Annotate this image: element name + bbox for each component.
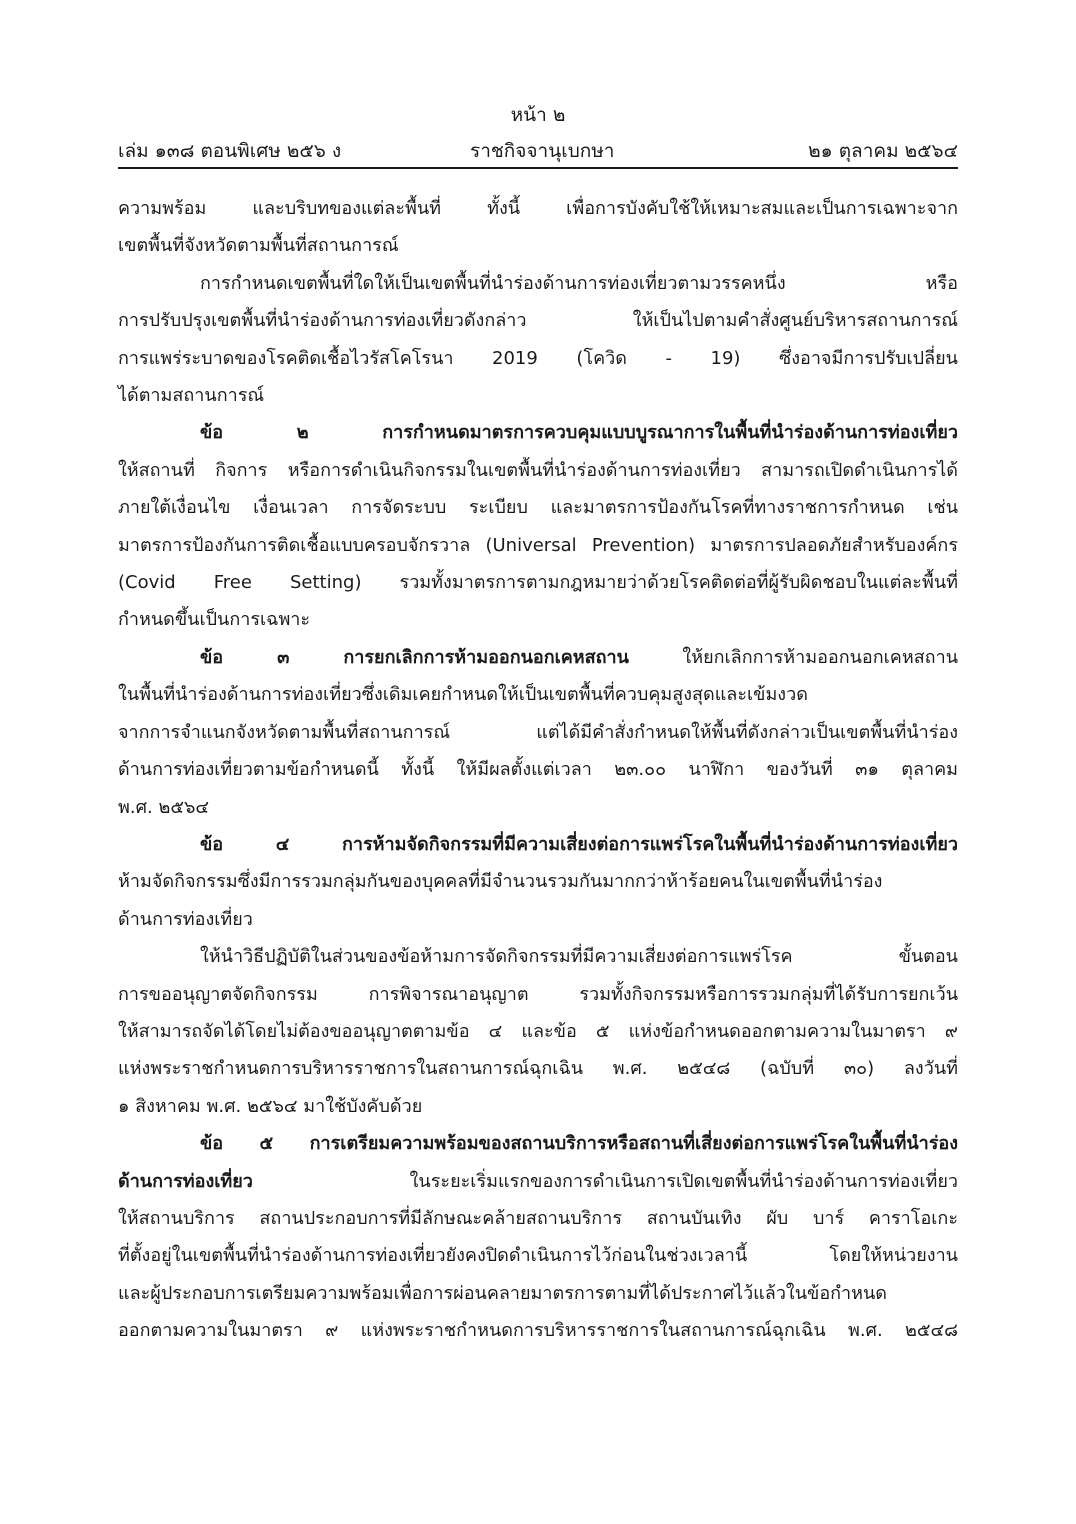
- text-line: ให้สามารถจัดได้โดยไม่ต้องขออนุญาตตามข้อ ๔ และข้อ ๕ แห่งข้อกำหนดออกตามความในมาตรา ๙: [118, 1020, 958, 1042]
- publication-name: ราชกิจจานุเบกษา: [470, 140, 615, 162]
- text-line: การปรับปรุงเขตพื้นที่นำร่องด้านการท่องเที่ยวดังกล่าว ให้เป็นไปตามคำสั่งศูนย์บริหารสถานการณ์: [118, 310, 958, 332]
- text-line: และผู้ประกอบการเตรียมความพร้อมเพื่อการผ่อนคลายมาตรการตามที่ได้ประกาศไว้แล้วในข้อกำหนด: [118, 1282, 887, 1304]
- clause-5-heading: ข้อ ๕ การเตรียมความพร้อมของสถานบริการหรือสถานที่เสี่ยงต่อการแพร่โรคในพื้นที่นำร่อง: [200, 1133, 958, 1155]
- text-line: การกำหนดเขตพื้นที่ใดให้เป็นเขตพื้นที่นำร่องด้านการท่องเที่ยวตามวรรคหนึ่ง หรือ: [200, 272, 958, 294]
- text-line: แห่งพระราชกำหนดการบริหารราชการในสถานการณ์ฉุกเฉิน พ.ศ. ๒๕๔๘ (ฉบับที่ ๓๐) ลงวันที่: [118, 1058, 958, 1080]
- text-line: (Covid Free Setting) รวมทั้งมาตรการตามกฎหมายว่าด้วยโรคติดต่อที่ผู้รับผิดชอบในแต่ละพื้นที่: [118, 572, 958, 594]
- text-line: ที่ตั้งอยู่ในเขตพื้นที่นำร่องด้านการท่องเที่ยวยังคงปิดดำเนินการไว้ก่อนในช่วงเวลานี้ โดยให้หน่วยงาน: [118, 1245, 958, 1267]
- text-line: ให้สถานบริการ สถานประกอบการที่มีลักษณะคล้ายสถานบริการ สถานบันเทิง ผับ บาร์ คาราโอเกะ: [118, 1207, 958, 1229]
- text-line: จากการจำแนกจังหวัดตามพื้นที่สถานการณ์ แต่ได้มีคำสั่งกำหนดให้พื้นที่ดังกล่าวเป็นเขตพื้นที่นำร่อง: [118, 721, 958, 743]
- text-line: การแพร่ระบาดของโรคติดเชื้อไวรัสโคโรนา 2019 (โควิด - 19) ซึ่งอาจมีการปรับเปลี่ยน: [118, 347, 958, 369]
- text-line: ด้านการท่องเที่ยวตามข้อกำหนดนี้ ทั้งนี้ ให้มีผลตั้งแต่เวลา ๒๓.๐๐ นาฬิกา ของวันที่ ๓๑ ตุลาคม: [118, 759, 958, 781]
- text-line: ให้สถานที่ กิจการ หรือการดำเนินกิจกรรมในเขตพื้นที่นำร่องด้านการท่องเที่ยว สามารถเปิดดำเนินการได้: [118, 459, 958, 481]
- clause-2-heading: ข้อ ๒ การกำหนดมาตรการควบคุมแบบบูรณาการในพื้นที่นำร่องด้านการท่องเที่ยว: [200, 422, 958, 444]
- volume-issue: เล่ม ๑๓๘ ตอนพิเศษ ๒๕๖ ง: [118, 140, 342, 162]
- text-line: มาตรการป้องกันการติดเชื้อแบบครอบจักรวาล (Universal Prevention) มาตรการปลอดภัยสำหรับองค์กร: [118, 534, 958, 556]
- document-body: [118, 190, 958, 1350]
- text-line: พ.ศ. ๒๕๖๔: [118, 796, 209, 818]
- text-line: ในพื้นที่นำร่องด้านการท่องเที่ยวซึ่งเดิมเคยกำหนดให้เป็นเขตพื้นที่ควบคุมสูงสุดและเข้มงวด: [118, 684, 808, 706]
- text-line: เขตพื้นที่จังหวัดตามพื้นที่สถานการณ์: [118, 235, 399, 257]
- header-rule: [118, 167, 958, 169]
- clause-3-text: ให้ยกเลิกการห้ามออกนอกเคหสถาน: [628, 646, 958, 668]
- text-line: ด้านการท่องเที่ยว: [118, 908, 253, 930]
- text-line: กำหนดขึ้นเป็นการเฉพาะ: [118, 609, 311, 631]
- publication-date: ๒๑ ตุลาคม ๒๕๖๔: [808, 140, 958, 162]
- page-number: หน้า ๒: [510, 104, 566, 126]
- text-line: ห้ามจัดกิจกรรมซึ่งมีการรวมกลุ่มกันของบุคคลที่มีจำนวนรวมกันมากกว่าห้าร้อยคนในเขตพื้นที่นำร่อง: [118, 871, 883, 893]
- text-line: ได้ตามสถานการณ์: [118, 385, 265, 407]
- text-line: ความพร้อม และบริบทของแต่ละพื้นที่ ทั้งนี้ เพื่อการบังคับใช้ให้เหมาะสมและเป็นการเฉพาะจาก: [118, 198, 958, 219]
- clause-5-text: ในระยะเริ่มแรกของการดำเนินการเปิดเขตพื้นที่นำร่องด้านการท่องเที่ยว: [252, 1170, 958, 1192]
- text-line: การขออนุญาตจัดกิจกรรม การพิจารณาอนุญาต รวมทั้งกิจกรรมหรือการรวมกลุ่มที่ได้รับการยกเว้น: [118, 983, 958, 1005]
- text-line: ให้นำวิธีปฏิบัติในส่วนของข้อห้ามการจัดกิจกรรมที่มีความเสี่ยงต่อการแพร่โรค ขั้นตอน: [200, 946, 958, 968]
- text-line: ๑ สิงหาคม พ.ศ. ๒๕๖๔ มาใช้บังคับด้วย: [118, 1095, 423, 1117]
- clause-3-heading: ข้อ ๓ การยกเลิกการห้ามออกนอกเคหสถาน: [200, 646, 629, 668]
- clause-4-heading: ข้อ ๔ การห้ามจัดกิจกรรมที่มีความเสี่ยงต่อการแพร่โรคในพื้นที่นำร่องด้านการท่องเที่ยว: [200, 833, 958, 855]
- gazette-header: [118, 136, 958, 166]
- clause-5-line: [118, 1163, 958, 1200]
- text-line: ออกตามความในมาตรา ๙ แห่งพระราชกำหนดการบริหารราชการในสถานการณ์ฉุกเฉิน พ.ศ. ๒๕๔๘: [118, 1320, 958, 1342]
- clause-5-heading-cont: ด้านการท่องเที่ยว: [118, 1170, 253, 1192]
- text-line: ภายใต้เงื่อนไข เงื่อนเวลา การจัดระบบ ระเบียบ และมาตรการป้องกันโรคที่ทางราชการกำหนด เช่น: [118, 497, 958, 519]
- clause-3-line: [118, 639, 958, 676]
